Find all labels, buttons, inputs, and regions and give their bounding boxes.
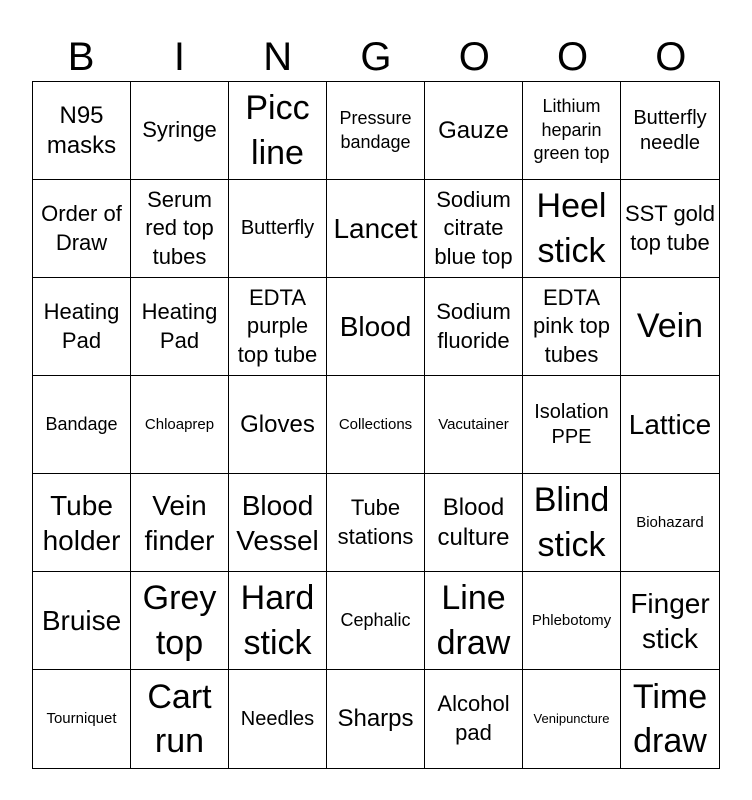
- header-letter-o-3: O: [655, 35, 687, 79]
- bingo-cell[interactable]: Bandage: [33, 376, 131, 474]
- bingo-cell[interactable]: Cephalic: [327, 572, 425, 670]
- bingo-cell[interactable]: Butterfly needle: [621, 82, 719, 180]
- bingo-cell[interactable]: Cart run: [131, 670, 229, 768]
- bingo-cell[interactable]: Lancet: [327, 180, 425, 278]
- bingo-cell[interactable]: Venipuncture: [523, 670, 621, 768]
- bingo-cell[interactable]: Blood: [327, 278, 425, 376]
- bingo-cell[interactable]: Isolation PPE: [523, 376, 621, 474]
- bingo-cell[interactable]: Bruise: [33, 572, 131, 670]
- bingo-cell[interactable]: Hard stick: [229, 572, 327, 670]
- bingo-cell[interactable]: Tube holder: [33, 474, 131, 572]
- bingo-cell[interactable]: Time draw: [632, 677, 708, 760]
- bingo-cell[interactable]: Chloaprep: [131, 376, 229, 474]
- header-letter-g: G: [360, 35, 392, 79]
- bingo-cell[interactable]: Biohazard: [621, 474, 719, 572]
- bingo-header: [32, 32, 720, 82]
- bingo-cell[interactable]: Sharps: [327, 670, 425, 768]
- bingo-cell[interactable]: Heating Pad: [33, 278, 131, 376]
- bingo-cell[interactable]: Sodium fluoride: [425, 278, 523, 376]
- bingo-cell[interactable]: Order of Draw: [33, 180, 131, 278]
- bingo-cell[interactable]: Pressure bandage: [327, 82, 425, 180]
- bingo-cell[interactable]: Blood Vessel: [229, 474, 327, 572]
- bingo-cell[interactable]: Vein: [621, 278, 719, 376]
- bingo-cell[interactable]: Heel stick: [523, 180, 621, 278]
- bingo-cell[interactable]: Lattice: [621, 376, 719, 474]
- bingo-cell[interactable]: Needles: [229, 670, 327, 768]
- bingo-cell[interactable]: EDTA purple top tube: [229, 278, 327, 376]
- bingo-cell[interactable]: Butterfly: [229, 180, 327, 278]
- bingo-cell[interactable]: Sodium citrate blue top: [425, 180, 523, 278]
- bingo-cell[interactable]: Lithium heparin green top: [523, 82, 621, 180]
- bingo-cell[interactable]: Vacutainer: [425, 376, 523, 474]
- bingo-cell[interactable]: N95 masks: [33, 82, 131, 180]
- header-letter-i: I: [173, 35, 185, 79]
- bingo-cell[interactable]: Grey top: [131, 572, 229, 670]
- bingo-cell[interactable]: Collections: [327, 376, 425, 474]
- bingo-cell[interactable]: Blind stick: [523, 474, 621, 572]
- bingo-cell[interactable]: Syringe: [131, 82, 229, 180]
- header-letter-n: N: [263, 35, 293, 79]
- bingo-cell[interactable]: Phlebotomy: [523, 572, 621, 670]
- bingo-cell[interactable]: Tourniquet: [33, 670, 131, 768]
- header-letter-b: B: [67, 35, 95, 79]
- bingo-cell[interactable]: Alcohol pad: [425, 670, 523, 768]
- bingo-cell[interactable]: Finger stick: [621, 572, 719, 670]
- bingo-cell[interactable]: EDTA pink top tubes: [523, 278, 621, 376]
- bingo-cell[interactable]: Line draw: [425, 572, 523, 670]
- header-letter-o-1: O: [458, 35, 490, 79]
- bingo-cell[interactable]: Heating Pad: [131, 278, 229, 376]
- bingo-board: [32, 81, 720, 769]
- bingo-cell[interactable]: Vein finder: [131, 474, 229, 572]
- bingo-cell[interactable]: Serum red top tubes: [131, 180, 229, 278]
- header-letter-o-2: O: [556, 35, 589, 79]
- bingo-cell[interactable]: Blood culture: [425, 474, 523, 572]
- bingo-cell[interactable]: Gloves: [229, 376, 327, 474]
- bingo-cell[interactable]: Tube stations: [327, 474, 425, 572]
- bingo-cell[interactable]: SST gold top tube: [621, 180, 719, 278]
- bingo-cell[interactable]: Gauze: [425, 82, 523, 180]
- bingo-cell[interactable]: Picc line: [229, 82, 327, 180]
